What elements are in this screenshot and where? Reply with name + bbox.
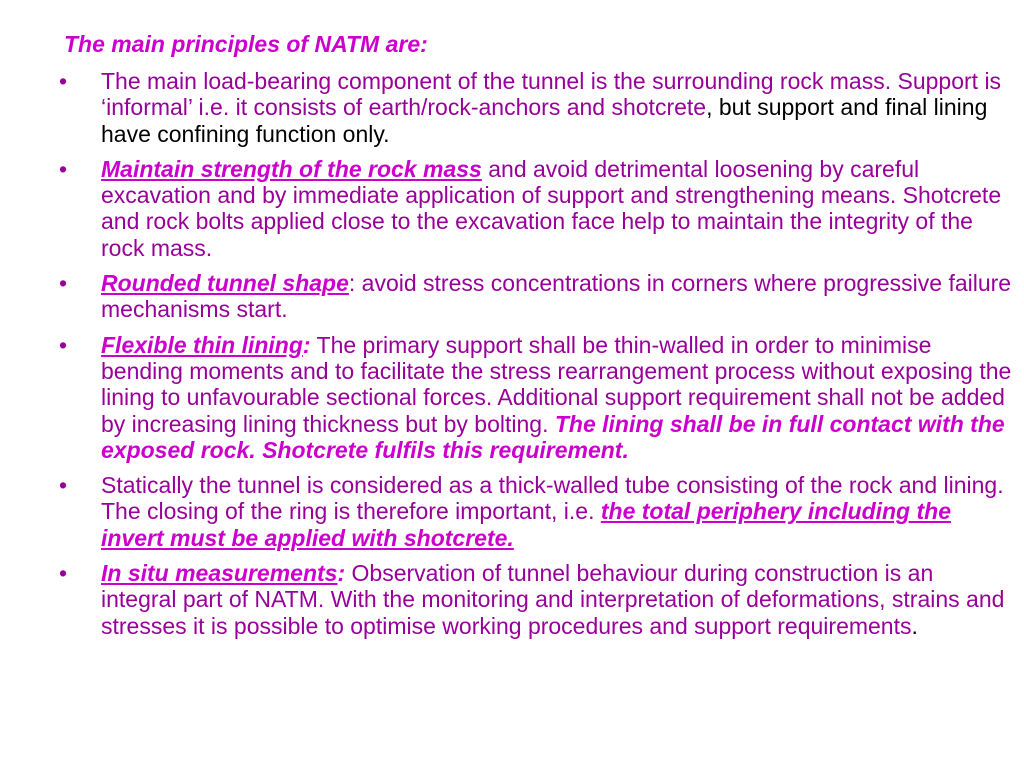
list-item-maintain-strength xyxy=(0,156,1024,261)
bullet-icon: • xyxy=(59,331,68,358)
bullet-term: Rounded tunnel shape xyxy=(101,270,349,297)
list-item-load-bearing xyxy=(0,68,1024,147)
list-item-thick-walled-tube xyxy=(0,472,1024,551)
bullet-text: The primary support shall be thin-walled in order to minimise bending moments and to facilitate the stress rearrangement process without exposing the lining to unfavourable sectional forces. Additional support requirement shall not be added by increasing lining thickness but by bolting. xyxy=(101,331,1012,437)
bullet-icon: • xyxy=(59,155,68,182)
bullet-end-period: . xyxy=(911,612,918,639)
bullet-text-black: , but support and final lining have confining function only. xyxy=(101,94,988,147)
bullet-icon: • xyxy=(59,560,68,587)
list-item-rounded-shape xyxy=(0,270,1024,323)
bullet-text: Statically the tunnel is considered as a thick-walled tube consisting of the rock and lining. The closing of the ring is therefore important, i.e. xyxy=(101,472,1004,525)
bullet-emphasis: the total periphery including the invert must be applied with shotcrete. xyxy=(101,498,951,551)
principles-list xyxy=(0,68,1024,648)
bullet-term-colon: : xyxy=(302,331,311,358)
bullet-text: Observation of tunnel behaviour during construction is an integral part of NATM. With the monitoring and interpretation of deformations, strains and stresses it is possible to optimise working procedures and support requirements xyxy=(101,560,1005,639)
bullet-emphasis: The lining shall be in full contact with the exposed rock. Shotcrete fulfils this requirement. xyxy=(101,410,1005,463)
list-item-flexible-lining xyxy=(0,332,1024,463)
bullet-text: The main load-bearing component of the tunnel is the surrounding rock mass. Support is ‘informal’ i.e. it consists of earth/rock-anchors and shotcrete xyxy=(101,68,1002,121)
bullet-icon: • xyxy=(59,472,68,499)
bullet-term: In situ measurements xyxy=(101,560,338,587)
bullet-term-colon: : xyxy=(337,560,346,587)
bullet-text: and avoid detrimental loosening by careful excavation and by immediate application of support and strengthening means. Shotcrete and rock bolts applied close to the excavation face help to maintain the integrity of the rock mass. xyxy=(101,155,1002,261)
bullet-icon: • xyxy=(59,68,68,94)
list-item-in-situ-measurements xyxy=(0,560,1024,639)
bullet-term: Flexible thin lining xyxy=(101,331,303,358)
bullet-text: : avoid stress concentrations in corners where progressive failure mechanisms start. xyxy=(101,270,1012,323)
slide-heading: The main principles of NATM are: xyxy=(64,31,428,57)
bullet-icon: • xyxy=(59,270,68,297)
bullet-term: Maintain strength of the rock mass xyxy=(101,155,482,182)
